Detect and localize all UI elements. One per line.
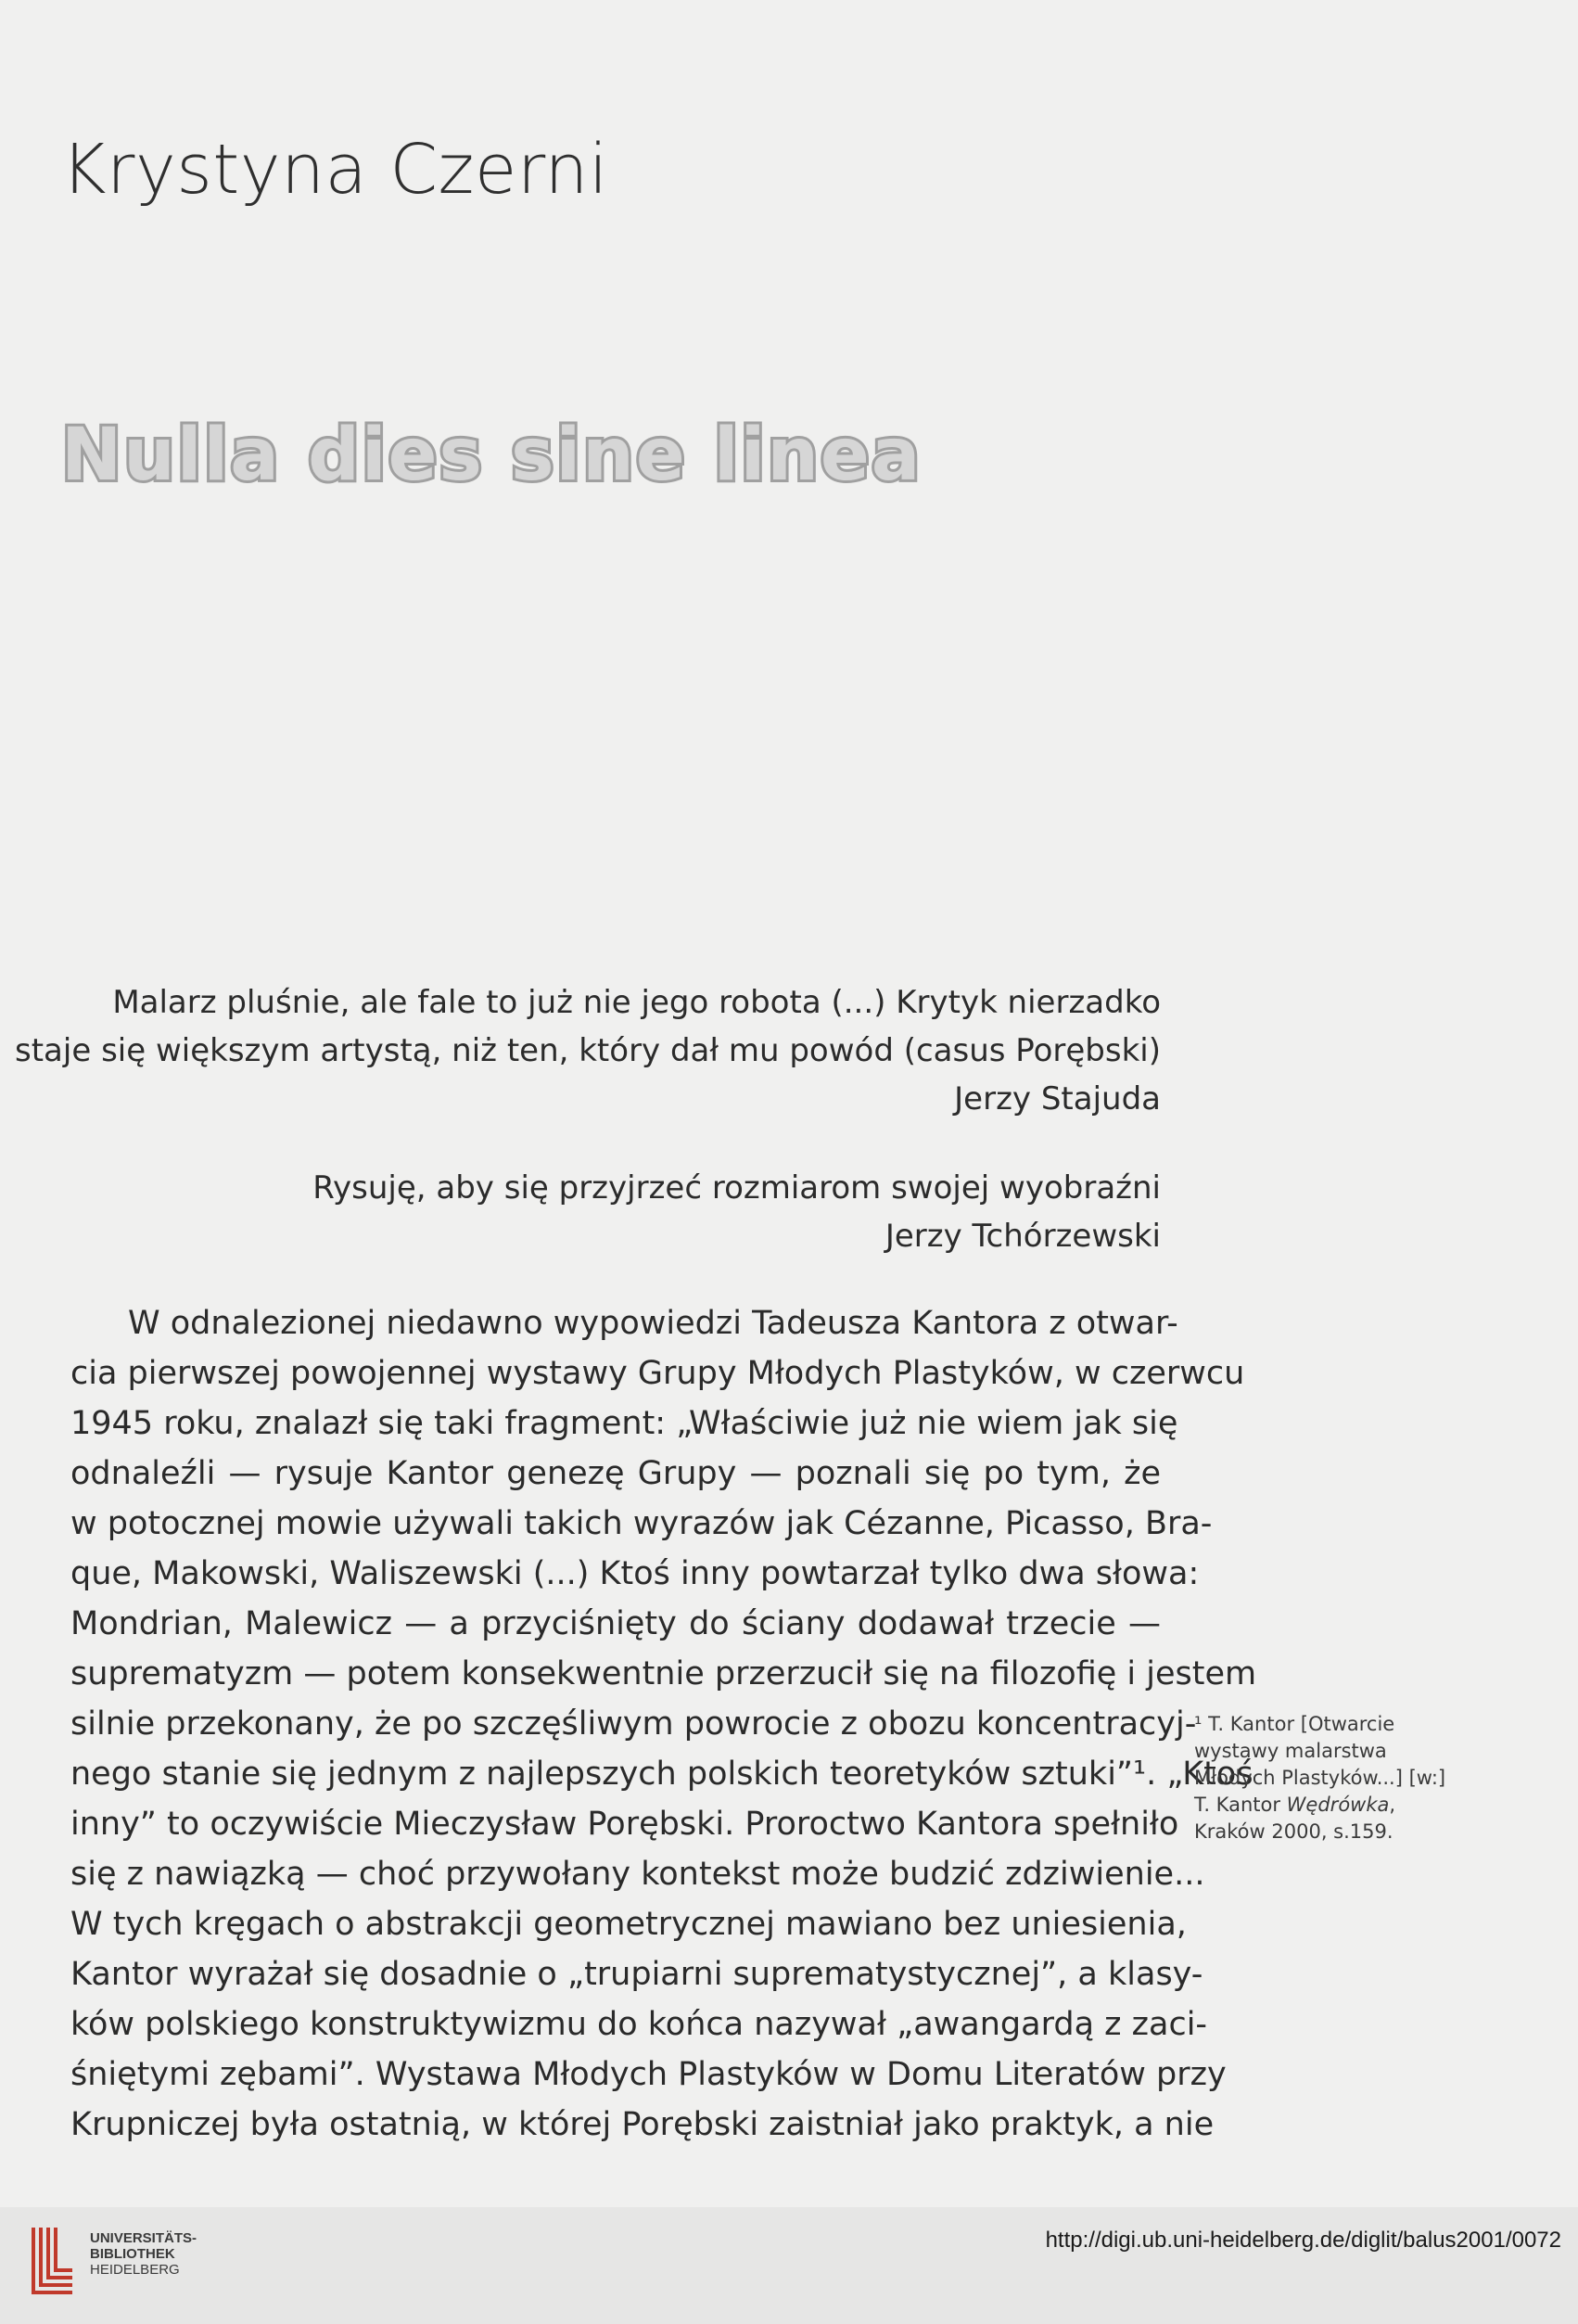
body-line: silnie przekonany, że po szczęśliwym powrocie z obozu koncentracyj-: [70, 1705, 1197, 1743]
footnote-marker: ¹: [1194, 1713, 1203, 1735]
footnote-text-end: , Kraków 2000, s.159.: [1194, 1794, 1396, 1843]
body-line: śniętymi zębami”. Wystawa Młodych Plastyków w Domu Literatów przy: [70, 2056, 1227, 2093]
body-line: Kantor wyrażał się dosadnie o „trupiarni suprematystycznej”, a klasy-: [70, 1956, 1203, 1993]
body-line: nego stanie się jednym z najlepszych polskich teoretyków sztuki”¹. „Ktoś: [70, 1756, 1253, 1793]
epigraph-line: Rysuję, aby się przyjrzeć rozmiarom swojej wyobraźni: [312, 1169, 1161, 1207]
footnote-book-title: Wędrówka: [1286, 1794, 1390, 1816]
epigraph-line: Malarz pluśnie, ale fale to już nie jego robota (...) Krytyk nierzadko: [112, 984, 1161, 1021]
epigraph-attribution: Jerzy Stajuda: [954, 1080, 1161, 1117]
body-line: suprematyzm — potem konsekwentnie przerzucił się na filozofię i jestem: [70, 1655, 1257, 1692]
body-line: Krupniczej była ostatnią, w której Porębski zaistniał jako praktyk, a nie: [70, 2106, 1215, 2143]
article-author: Krystyna Czerni: [61, 130, 608, 210]
body-line: 1945 roku, znalazł się taki fragment: „Właściwie już nie wiem jak się: [70, 1405, 1178, 1442]
library-name-line: HEIDELBERG: [90, 2262, 180, 2278]
body-line: ków polskiego konstruktywizmu do końca nazywał „awangardą z zaci-: [70, 2006, 1208, 2043]
epigraph-line: staje się większym artystą, niż ten, który dał mu powód (casus Porębski): [15, 1032, 1161, 1069]
body-line: się z nawiązką — choć przywołany kontekst może budzić zdziwienie...: [70, 1856, 1205, 1893]
body-line: inny” to oczywiście Mieczysław Porębski. Proroctwo Kantora spełniło: [70, 1806, 1179, 1843]
epigraph-attribution: Jerzy Tchórzewski: [884, 1218, 1161, 1255]
body-line: odnaleźli — rysuje Kantor genezę Grupy — poznali się po tym, że: [70, 1455, 1161, 1492]
body-text: [70, 1298, 1257, 2150]
article-title: Nulla dies sine linea: [61, 414, 923, 497]
body-line: Mondrian, Malewicz — a przyciśnięty do ściany dodawał trzecie —: [70, 1605, 1161, 1642]
epigraph: [312, 1164, 1161, 1260]
source-url-link[interactable]: http://digi.ub.uni-heidelberg.de/diglit/balus2001/0072: [1045, 2228, 1561, 2253]
library-name-line: UNIVERSITÄTS-: [90, 2230, 197, 2246]
body-line: que, Makowski, Waliszewski (...) Ktoś inny powtarzał tylko dwa słowa:: [70, 1555, 1200, 1592]
footnote: [1194, 1711, 1449, 1845]
body-line: W tych kręgach o abstrakcji geometrycznej mawiano bez uniesienia,: [70, 1906, 1187, 1943]
footer-bar: [0, 2207, 1578, 2324]
body-line: W odnalezionej niedawno wypowiedzi Tadeusza Kantora z otwar-: [128, 1305, 1178, 1342]
epigraph: [15, 978, 1161, 1123]
library-name: [90, 2230, 197, 2278]
footnote-text: T. Kantor [Otwarcie wystawy malarstwa Młodych Plastyków...] [w:] T. Kantor: [1194, 1713, 1446, 1816]
library-logo-icon: [28, 2224, 78, 2296]
library-name-line: BIBLIOTHEK: [90, 2246, 175, 2262]
body-line: w potocznej mowie używali takich wyrazów jak Cézanne, Picasso, Bra-: [70, 1505, 1213, 1542]
body-line: cia pierwszej powojennej wystawy Grupy Młodych Plastyków, w czerwcu: [70, 1355, 1245, 1392]
